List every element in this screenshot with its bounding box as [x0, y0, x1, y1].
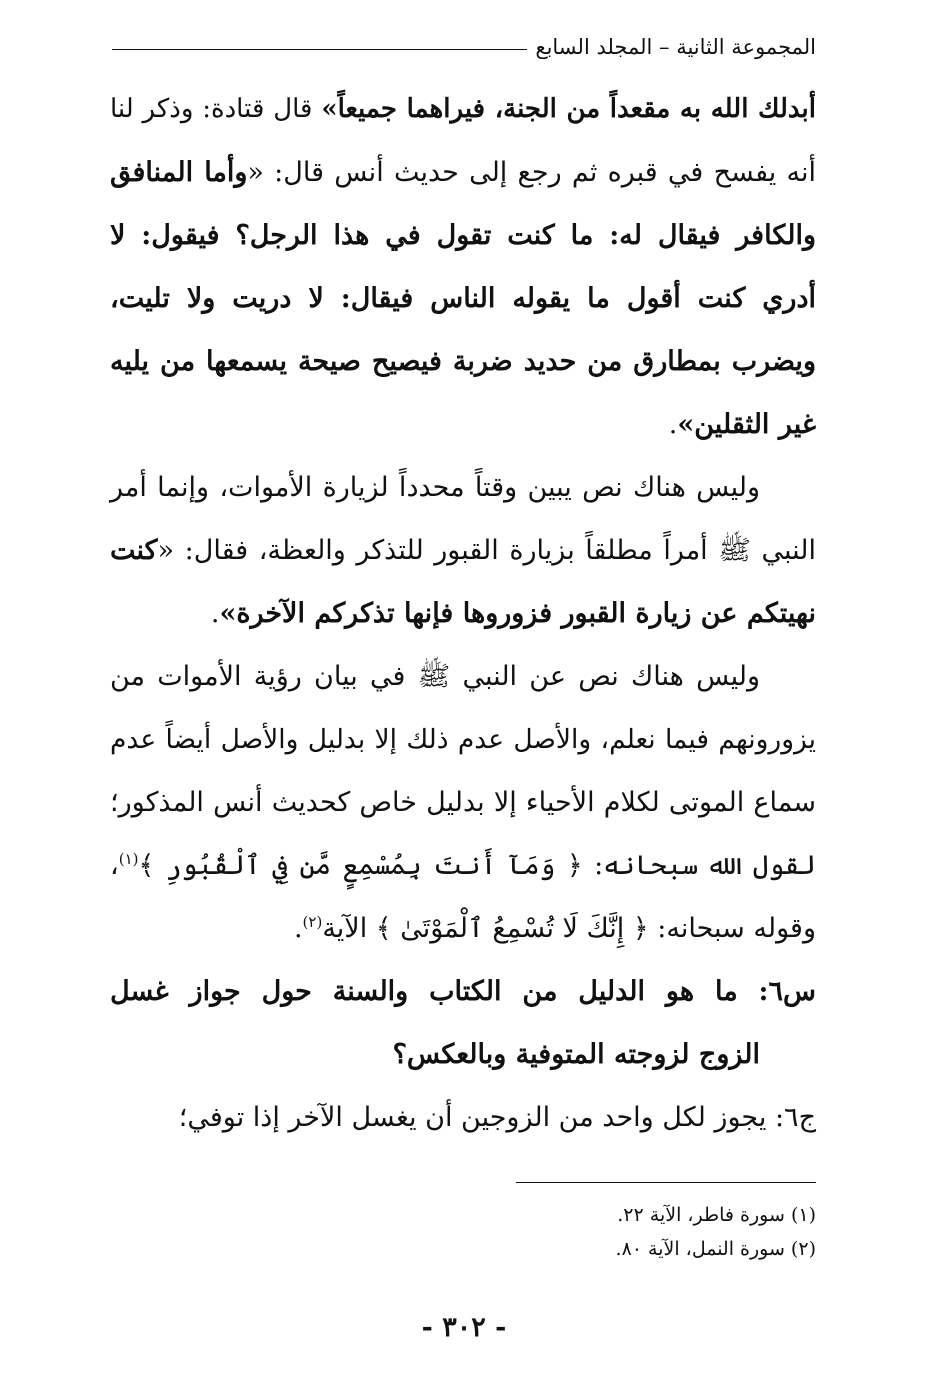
quran-verse-line — [110, 897, 816, 960]
punctuation: ، — [110, 850, 119, 881]
punctuation: . — [668, 409, 678, 440]
text-line — [110, 141, 816, 204]
footnote-separator — [516, 1182, 816, 1183]
hadith-text: أبدلك الله به مقعداً من الجنة، فيراهما جميعاً» — [321, 94, 816, 124]
hadith-text: كنت — [110, 535, 158, 566]
narration-text: أنه يفسح في قبره ثم رجع إلى حديث أنس قال: « — [247, 157, 816, 188]
text-line — [110, 519, 816, 582]
text-line: يزورونهم فيما نعلم، والأصل عدم ذلك إلا بدليل والأصل أيضاً عدم — [110, 724, 816, 755]
question-line: س٦: ما هو الدليل من الكتاب والسنة حول جواز غسل — [110, 976, 816, 1007]
footnotes — [110, 1198, 816, 1266]
footnote-ref: (١) — [118, 850, 139, 868]
text-line — [110, 393, 816, 456]
quran-verse-line — [110, 834, 816, 897]
header-title: المجموعة الثانية – المجلد السابع — [535, 35, 816, 59]
page-number: - ٣٠٢ - — [421, 1312, 507, 1343]
punctuation: . — [293, 913, 303, 944]
verse-text: وقوله سبحانه: ﴿ إِنَّكَ لَا تُسْمِعُ ٱلْمَوْتَىٰ ﴾ الآية — [322, 913, 816, 944]
hadith-line: ويضرب بمطارق من حديد ضربة فيصيح صيحة يسمعها من يليه — [110, 346, 816, 377]
page-body — [110, 78, 816, 1149]
narration-text: قال قتادة: وذكر لنا — [110, 94, 322, 124]
footnote: (٢) سورة النمل، الآية ٨٠. — [615, 1238, 816, 1260]
hadith-text: غير الثقلين» — [677, 409, 816, 440]
narration-text: النبي ﷺ أمراً مطلقاً بزيارة القبور للتذكر والعظة، فقال: « — [157, 535, 816, 566]
hadith-text: وأما المنافق — [110, 157, 248, 188]
paragraph-first-line: وليس هناك نص عن النبي ﷺ في بيان رؤية الأموات من — [110, 661, 760, 692]
text-line: سماع الموتى لكلام الأحياء إلا بدليل خاص كحديث أنس المذكور؛ — [110, 787, 816, 818]
question-line: الزوج لزوجته المتوفية وبالعكس؟ — [392, 1039, 760, 1070]
hadith-line: والكافر فيقال له: ما كنت تقول في هذا الرجل؟ فيقول: لا — [110, 220, 816, 251]
text-line — [110, 582, 816, 645]
answer-line: ج٦: يجوز لكل واحد من الزوجين أن يغسل الآخر إذا توفي؛ — [178, 1102, 816, 1133]
footnote: (١) سورة فاطر، الآية ٢٢. — [617, 1204, 816, 1226]
punctuation: . — [210, 598, 220, 629]
paragraph-first-line: وليس هناك نص يبين وقتاً محدداً لزيارة الأموات، وإنما أمر — [110, 472, 760, 503]
verse-text: لقول الله سبحانه: ﴿ وَمَآ أَنتَ بِمُسْمِعٍ مَّن فِي ٱلْقُبُورِ ﴾ — [138, 850, 816, 881]
running-header — [112, 30, 816, 64]
hadith-text: نهيتكم عن زيارة القبور فزوروها فإنها تذكركم الآخرة» — [219, 598, 816, 629]
text-line — [110, 78, 816, 141]
header-rule — [112, 49, 527, 50]
hadith-line: أدري كنت أقول ما يقوله الناس فيقال: لا دريت ولا تليت، — [110, 283, 816, 314]
footnote-ref: (٢) — [302, 913, 323, 931]
